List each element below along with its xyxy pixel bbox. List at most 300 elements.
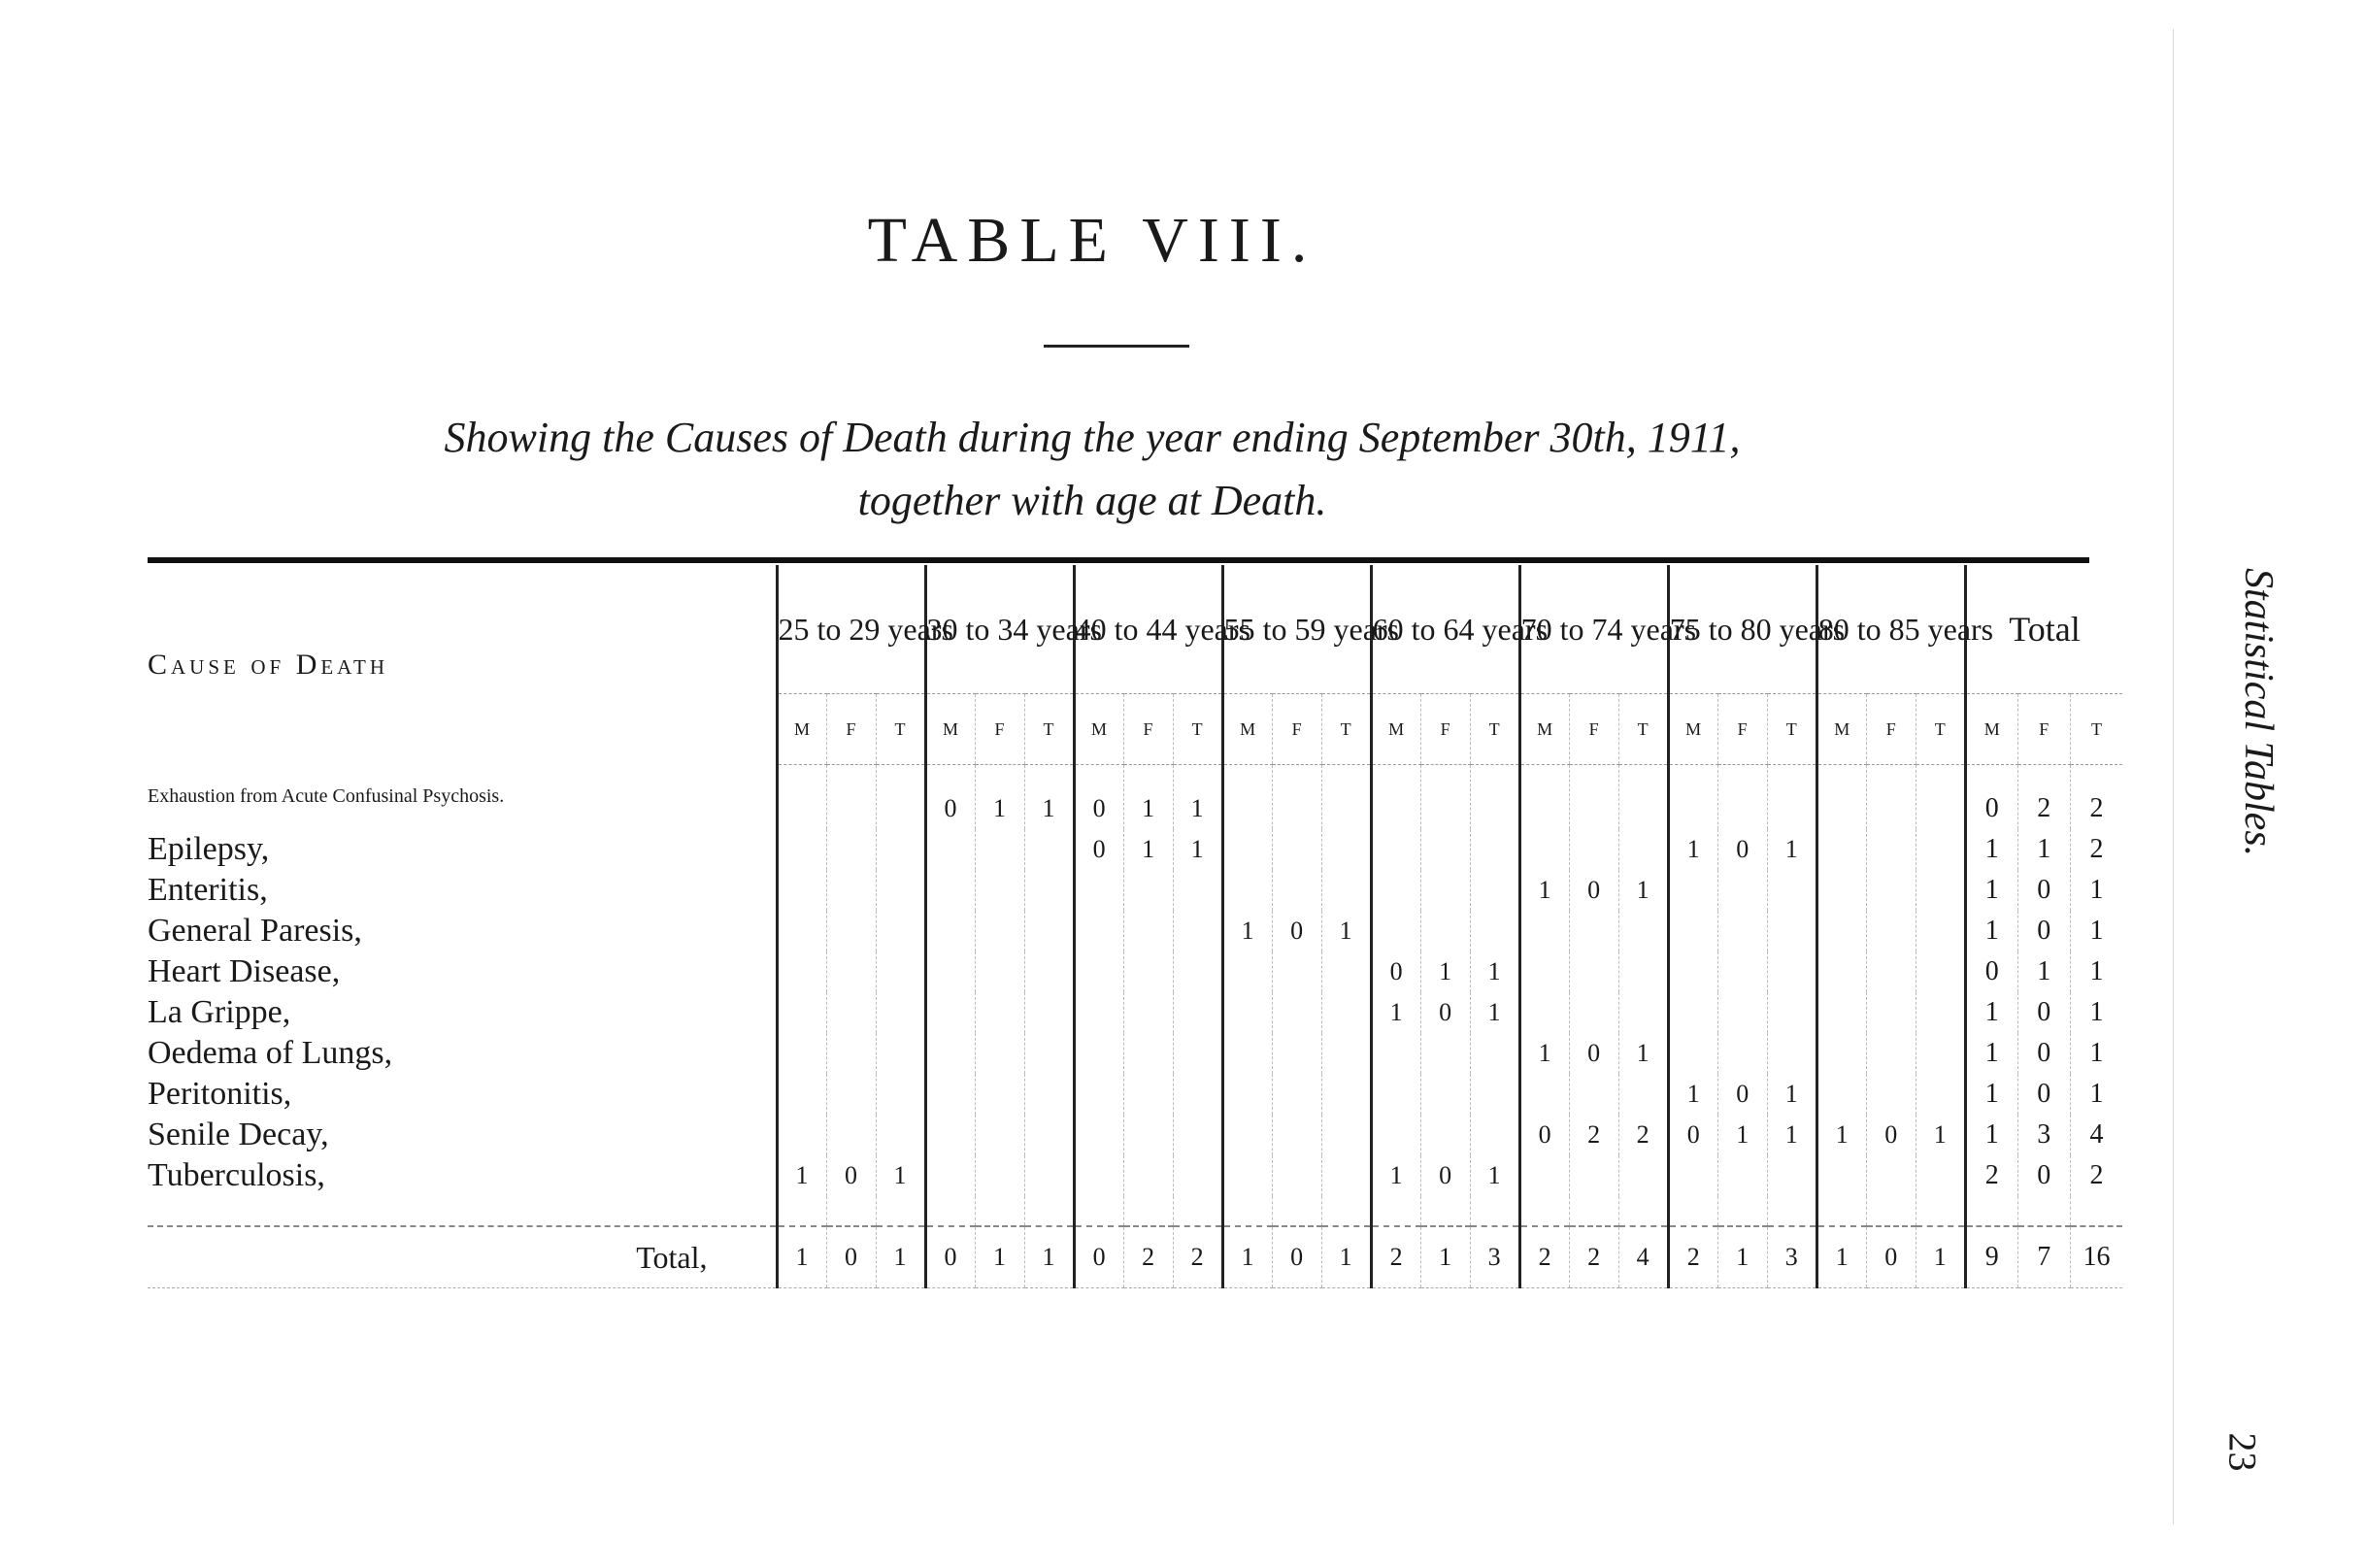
count-cell: 1 <box>1618 1033 1668 1074</box>
count-cell <box>925 951 975 992</box>
count-cell <box>1272 1033 1321 1074</box>
total-count-cell: 1 <box>2017 951 2070 992</box>
count-cell <box>975 951 1024 992</box>
count-cell <box>777 765 826 830</box>
table-row <box>148 1074 2122 1115</box>
total-header: Total <box>1965 565 2122 694</box>
count-cell: 0 <box>1569 1033 1618 1074</box>
total-count-cell: 0 <box>1866 1226 1916 1288</box>
count-cell <box>1569 829 1618 870</box>
count-cell <box>1371 1115 1420 1155</box>
count-cell <box>1470 1115 1519 1155</box>
count-cell <box>1618 951 1668 992</box>
total-count-cell: 1 <box>2070 1074 2122 1115</box>
count-cell: 0 <box>1717 1074 1767 1115</box>
total-count-cell: 0 <box>2017 911 2070 951</box>
count-cell <box>1272 951 1321 992</box>
table-row <box>148 951 2122 992</box>
count-cell <box>1123 1115 1173 1155</box>
count-cell <box>826 911 876 951</box>
count-cell <box>1519 1074 1569 1115</box>
count-cell <box>1519 1155 1569 1196</box>
count-cell <box>1173 951 1222 992</box>
count-cell: 0 <box>925 765 975 830</box>
count-cell <box>1371 870 1420 911</box>
total-count-cell: 1 <box>1965 1115 2017 1155</box>
count-cell <box>876 1115 925 1155</box>
count-cell <box>1272 992 1321 1033</box>
page-number: 23 <box>2220 1432 2265 1472</box>
count-cell <box>925 1155 975 1196</box>
table-row <box>148 1155 2122 1196</box>
count-cell <box>777 992 826 1033</box>
count-cell <box>1420 911 1470 951</box>
count-cell <box>1767 765 1816 830</box>
count-cell: 0 <box>1420 1155 1470 1196</box>
count-cell <box>1024 870 1074 911</box>
count-cell <box>1222 829 1272 870</box>
count-cell: 0 <box>1668 1115 1717 1155</box>
count-cell <box>1272 765 1321 830</box>
subtitle-line-2: together with age at Death. <box>857 477 1327 524</box>
count-cell: 1 <box>1173 765 1222 830</box>
sex-subheader: T <box>1618 694 1668 765</box>
total-count-cell: 0 <box>2017 992 2070 1033</box>
sex-subheader: M <box>925 694 975 765</box>
count-cell <box>925 1033 975 1074</box>
count-cell <box>1024 1033 1074 1074</box>
count-cell <box>1173 870 1222 911</box>
count-cell <box>1816 951 1866 992</box>
count-cell <box>1222 870 1272 911</box>
count-cell <box>1074 911 1123 951</box>
sex-subheader: F <box>2017 694 2070 765</box>
count-cell <box>1222 1033 1272 1074</box>
count-cell <box>1272 1115 1321 1155</box>
count-cell <box>777 829 826 870</box>
count-cell <box>1767 870 1816 911</box>
count-cell <box>1916 1074 1965 1115</box>
count-cell <box>1272 1074 1321 1115</box>
total-count-cell: 1 <box>1420 1226 1470 1288</box>
cause-label: Peritonitis, <box>148 1076 292 1112</box>
count-cell <box>1074 951 1123 992</box>
total-count-cell: 2 <box>1519 1226 1569 1288</box>
count-cell <box>1173 911 1222 951</box>
count-cell <box>1272 870 1321 911</box>
count-cell <box>1816 1074 1866 1115</box>
table-top-rule <box>148 557 2089 563</box>
count-cell <box>1371 765 1420 830</box>
count-cell <box>1668 951 1717 992</box>
count-cell <box>1420 829 1470 870</box>
count-cell <box>826 1115 876 1155</box>
causes-of-death-table <box>148 565 2122 1288</box>
sex-subheader: T <box>1173 694 1222 765</box>
count-cell <box>1717 911 1767 951</box>
count-cell <box>1618 992 1668 1033</box>
total-count-cell: 0 <box>826 1226 876 1288</box>
count-cell <box>925 992 975 1033</box>
count-cell <box>1618 911 1668 951</box>
age-group-header: 30 to 34 years <box>925 565 1074 694</box>
count-cell <box>876 829 925 870</box>
count-cell <box>1173 1155 1222 1196</box>
count-cell <box>1321 765 1371 830</box>
count-cell: 0 <box>1866 1115 1916 1155</box>
count-cell <box>1569 1074 1618 1115</box>
total-count-cell: 1 <box>2070 870 2122 911</box>
count-cell: 2 <box>1569 1115 1618 1155</box>
cause-label: Oedema of Lungs, <box>148 1035 393 1071</box>
count-cell: 1 <box>1123 765 1173 830</box>
grand-total-row <box>148 1226 2122 1288</box>
count-cell <box>826 1033 876 1074</box>
count-cell <box>1123 951 1173 992</box>
count-cell <box>1371 829 1420 870</box>
sex-subheader: T <box>1470 694 1519 765</box>
count-cell <box>1371 1033 1420 1074</box>
count-cell <box>925 911 975 951</box>
age-group-header: 25 to 29 years <box>777 565 925 694</box>
count-cell: 0 <box>1272 911 1321 951</box>
count-cell: 1 <box>1668 1074 1717 1115</box>
count-cell <box>925 870 975 911</box>
count-cell <box>975 1074 1024 1115</box>
count-cell <box>1470 870 1519 911</box>
count-cell <box>1074 1115 1123 1155</box>
sex-subheader: M <box>1965 694 2017 765</box>
count-cell <box>1668 1033 1717 1074</box>
count-cell <box>1123 870 1173 911</box>
count-cell <box>1470 1033 1519 1074</box>
count-cell <box>1123 1155 1173 1196</box>
sex-subheader: F <box>1123 694 1173 765</box>
total-count-cell: 2 <box>1123 1226 1173 1288</box>
count-cell <box>1618 1074 1668 1115</box>
sex-subheader: M <box>1816 694 1866 765</box>
count-cell <box>1024 992 1074 1033</box>
page-title: TABLE VIII. <box>867 205 1317 276</box>
sex-subheader: M <box>1668 694 1717 765</box>
count-cell <box>975 870 1024 911</box>
table-row <box>148 1115 2122 1155</box>
title-rule <box>1044 345 1189 348</box>
count-cell: 1 <box>1173 829 1222 870</box>
count-cell <box>777 911 826 951</box>
count-cell: 1 <box>1123 829 1173 870</box>
count-cell <box>1866 1074 1916 1115</box>
sex-subheader: F <box>1866 694 1916 765</box>
count-cell <box>777 1074 826 1115</box>
count-cell <box>1222 765 1272 830</box>
count-cell <box>826 1074 876 1115</box>
sex-subheader: F <box>826 694 876 765</box>
sex-subheader: F <box>1569 694 1618 765</box>
count-cell <box>1123 911 1173 951</box>
sex-subheader: F <box>1717 694 1767 765</box>
sex-subheader: M <box>1519 694 1569 765</box>
total-count-cell: 0 <box>2017 1155 2070 1196</box>
total-count-cell: 1 <box>1717 1226 1767 1288</box>
count-cell <box>1024 1155 1074 1196</box>
sex-subheader: T <box>1916 694 1965 765</box>
total-count-cell: 1 <box>2070 992 2122 1033</box>
count-cell <box>975 829 1024 870</box>
count-cell <box>1569 911 1618 951</box>
total-count-cell: 2 <box>1965 1155 2017 1196</box>
count-cell <box>1321 870 1371 911</box>
count-cell <box>975 1115 1024 1155</box>
count-cell <box>925 1074 975 1115</box>
age-group-header: 60 to 64 years <box>1371 565 1519 694</box>
grand-total-cell: 9 <box>1965 1226 2017 1288</box>
total-count-cell: 2 <box>2017 765 2070 830</box>
total-count-cell: 1 <box>2070 911 2122 951</box>
count-cell <box>777 870 826 911</box>
sex-subheader: M <box>1371 694 1420 765</box>
count-cell <box>975 1033 1024 1074</box>
count-cell <box>1173 1074 1222 1115</box>
count-cell: 0 <box>1519 1115 1569 1155</box>
sex-subheader: M <box>1222 694 1272 765</box>
count-cell <box>1816 765 1866 830</box>
grand-total-cell: 7 <box>2017 1226 2070 1288</box>
table-row <box>148 765 2122 830</box>
total-count-cell: 4 <box>1618 1226 1668 1288</box>
total-count-cell: 0 <box>2017 870 2070 911</box>
table-row <box>148 870 2122 911</box>
count-cell: 2 <box>1618 1115 1668 1155</box>
cause-of-death-header: Cause of Death <box>148 648 389 681</box>
count-cell <box>1767 1033 1816 1074</box>
side-running-title: Statistical Tables. <box>2236 568 2281 857</box>
cause-label: La Grippe, <box>148 994 291 1030</box>
sex-subheader: T <box>2070 694 2122 765</box>
count-cell <box>1916 911 1965 951</box>
count-cell: 0 <box>1371 951 1420 992</box>
sex-subheader: F <box>975 694 1024 765</box>
count-cell <box>1816 1155 1866 1196</box>
total-count-cell: 2 <box>1371 1226 1420 1288</box>
total-count-cell: 2 <box>2070 829 2122 870</box>
count-cell <box>1321 1033 1371 1074</box>
total-count-cell: 2 <box>2070 765 2122 830</box>
count-cell <box>1767 992 1816 1033</box>
count-cell <box>826 829 876 870</box>
count-cell <box>1916 765 1965 830</box>
count-cell <box>876 765 925 830</box>
count-cell <box>1916 951 1965 992</box>
count-cell <box>1123 1033 1173 1074</box>
count-cell <box>975 992 1024 1033</box>
count-cell: 1 <box>1767 829 1816 870</box>
table-row <box>148 911 2122 951</box>
total-count-cell: 1 <box>1222 1226 1272 1288</box>
count-cell <box>876 1033 925 1074</box>
total-count-cell: 4 <box>2070 1115 2122 1155</box>
count-cell <box>1371 1074 1420 1115</box>
total-count-cell: 1 <box>1965 870 2017 911</box>
sex-subheader: T <box>876 694 925 765</box>
count-cell <box>1074 1155 1123 1196</box>
total-count-cell: 0 <box>1074 1226 1123 1288</box>
total-count-cell: 0 <box>1965 951 2017 992</box>
sex-subheader: M <box>777 694 826 765</box>
cause-label: Epilepsy, <box>148 831 270 867</box>
cause-label: Tuberculosis, <box>148 1157 325 1193</box>
count-cell: 1 <box>1470 992 1519 1033</box>
count-cell <box>1024 951 1074 992</box>
count-cell <box>1420 765 1470 830</box>
count-cell <box>1420 1074 1470 1115</box>
count-cell: 1 <box>1916 1115 1965 1155</box>
count-cell <box>1668 911 1717 951</box>
total-count-cell: 1 <box>1816 1226 1866 1288</box>
table-row <box>148 992 2122 1033</box>
count-cell <box>777 951 826 992</box>
count-cell <box>975 1155 1024 1196</box>
count-cell <box>1173 992 1222 1033</box>
count-cell <box>1717 1033 1767 1074</box>
subtitle-line-1: Showing the Causes of Death during the year ending September 30th, 1911, <box>444 414 1741 461</box>
age-group-header: 70 to 74 years <box>1519 565 1668 694</box>
total-count-cell: 1 <box>1965 1033 2017 1074</box>
total-count-cell: 1 <box>1965 911 2017 951</box>
count-cell <box>1866 829 1916 870</box>
count-cell: 1 <box>1321 911 1371 951</box>
count-cell <box>1222 992 1272 1033</box>
count-cell <box>1569 765 1618 830</box>
count-cell: 0 <box>1074 765 1123 830</box>
count-cell <box>1519 992 1569 1033</box>
sex-subheader: T <box>1321 694 1371 765</box>
count-cell <box>1668 765 1717 830</box>
total-count-cell: 2 <box>1668 1226 1717 1288</box>
total-count-cell: 1 <box>1916 1226 1965 1288</box>
count-cell <box>1866 992 1916 1033</box>
cause-label: Enteritis, <box>148 872 268 908</box>
sex-subheader: T <box>1024 694 1074 765</box>
age-group-header-row <box>148 565 2122 694</box>
total-count-cell: 1 <box>1321 1226 1371 1288</box>
count-cell <box>1420 1115 1470 1155</box>
count-cell <box>925 829 975 870</box>
total-count-cell: 1 <box>975 1226 1024 1288</box>
count-cell: 1 <box>1618 870 1668 911</box>
count-cell <box>1816 829 1866 870</box>
count-cell: 1 <box>1767 1115 1816 1155</box>
count-cell <box>1618 829 1668 870</box>
count-cell <box>1470 1074 1519 1115</box>
count-cell: 0 <box>1074 829 1123 870</box>
count-cell <box>1123 1074 1173 1115</box>
count-cell <box>1916 1033 1965 1074</box>
sex-subheader: M <box>1074 694 1123 765</box>
count-cell: 0 <box>1717 829 1767 870</box>
count-cell <box>1916 992 1965 1033</box>
total-count-cell: 3 <box>1767 1226 1816 1288</box>
count-cell <box>1767 951 1816 992</box>
count-cell <box>1074 1033 1123 1074</box>
margin-rule <box>2173 29 2174 1524</box>
count-cell <box>1272 1155 1321 1196</box>
count-cell: 1 <box>1371 992 1420 1033</box>
count-cell <box>1816 870 1866 911</box>
count-cell: 1 <box>1668 829 1717 870</box>
count-cell <box>1074 870 1123 911</box>
total-count-cell: 3 <box>2017 1115 2070 1155</box>
count-cell <box>1519 911 1569 951</box>
count-cell <box>1074 992 1123 1033</box>
total-count-cell: 2 <box>1173 1226 1222 1288</box>
total-count-cell: 3 <box>1470 1226 1519 1288</box>
count-cell <box>876 1074 925 1115</box>
count-cell <box>1222 1074 1272 1115</box>
count-cell: 1 <box>1519 870 1569 911</box>
count-cell <box>1668 870 1717 911</box>
total-count-cell: 1 <box>2070 1033 2122 1074</box>
sex-subheader: F <box>1420 694 1470 765</box>
count-cell <box>1618 765 1668 830</box>
sex-subheader: F <box>1272 694 1321 765</box>
table-row <box>148 1033 2122 1074</box>
count-cell <box>1024 911 1074 951</box>
age-group-header: 75 to 80 years <box>1668 565 1816 694</box>
count-cell <box>1024 1074 1074 1115</box>
count-cell: 1 <box>1767 1074 1816 1115</box>
total-count-cell: 1 <box>2017 829 2070 870</box>
count-cell <box>777 1115 826 1155</box>
count-cell <box>1420 1033 1470 1074</box>
count-cell <box>1321 1155 1371 1196</box>
count-cell <box>1618 1155 1668 1196</box>
count-cell <box>1816 1033 1866 1074</box>
count-cell <box>1668 992 1717 1033</box>
count-cell <box>1717 870 1767 911</box>
count-cell: 1 <box>1470 1155 1519 1196</box>
age-group-header: 80 to 85 years <box>1816 565 1965 694</box>
count-cell <box>1866 951 1916 992</box>
count-cell <box>1866 765 1916 830</box>
count-cell <box>1916 829 1965 870</box>
count-cell <box>1767 1155 1816 1196</box>
count-cell <box>1470 765 1519 830</box>
count-cell <box>1569 1155 1618 1196</box>
count-cell: 0 <box>1420 992 1470 1033</box>
count-cell <box>1866 911 1916 951</box>
total-count-cell: 0 <box>925 1226 975 1288</box>
age-group-header: 55 to 59 years <box>1222 565 1371 694</box>
total-count-cell: 2 <box>1569 1226 1618 1288</box>
count-cell <box>1470 911 1519 951</box>
count-cell <box>1816 992 1866 1033</box>
count-cell <box>826 992 876 1033</box>
count-cell <box>1519 765 1569 830</box>
count-cell: 0 <box>826 1155 876 1196</box>
count-cell <box>1717 765 1767 830</box>
total-count-cell: 1 <box>1024 1226 1074 1288</box>
count-cell <box>1321 1115 1371 1155</box>
total-count-cell: 0 <box>1965 765 2017 830</box>
count-cell <box>826 951 876 992</box>
total-count-cell: 1 <box>1965 1074 2017 1115</box>
count-cell <box>1321 829 1371 870</box>
count-cell <box>1866 1033 1916 1074</box>
count-cell <box>1222 951 1272 992</box>
count-cell <box>1024 1115 1074 1155</box>
grand-total-cell: 16 <box>2070 1226 2122 1288</box>
